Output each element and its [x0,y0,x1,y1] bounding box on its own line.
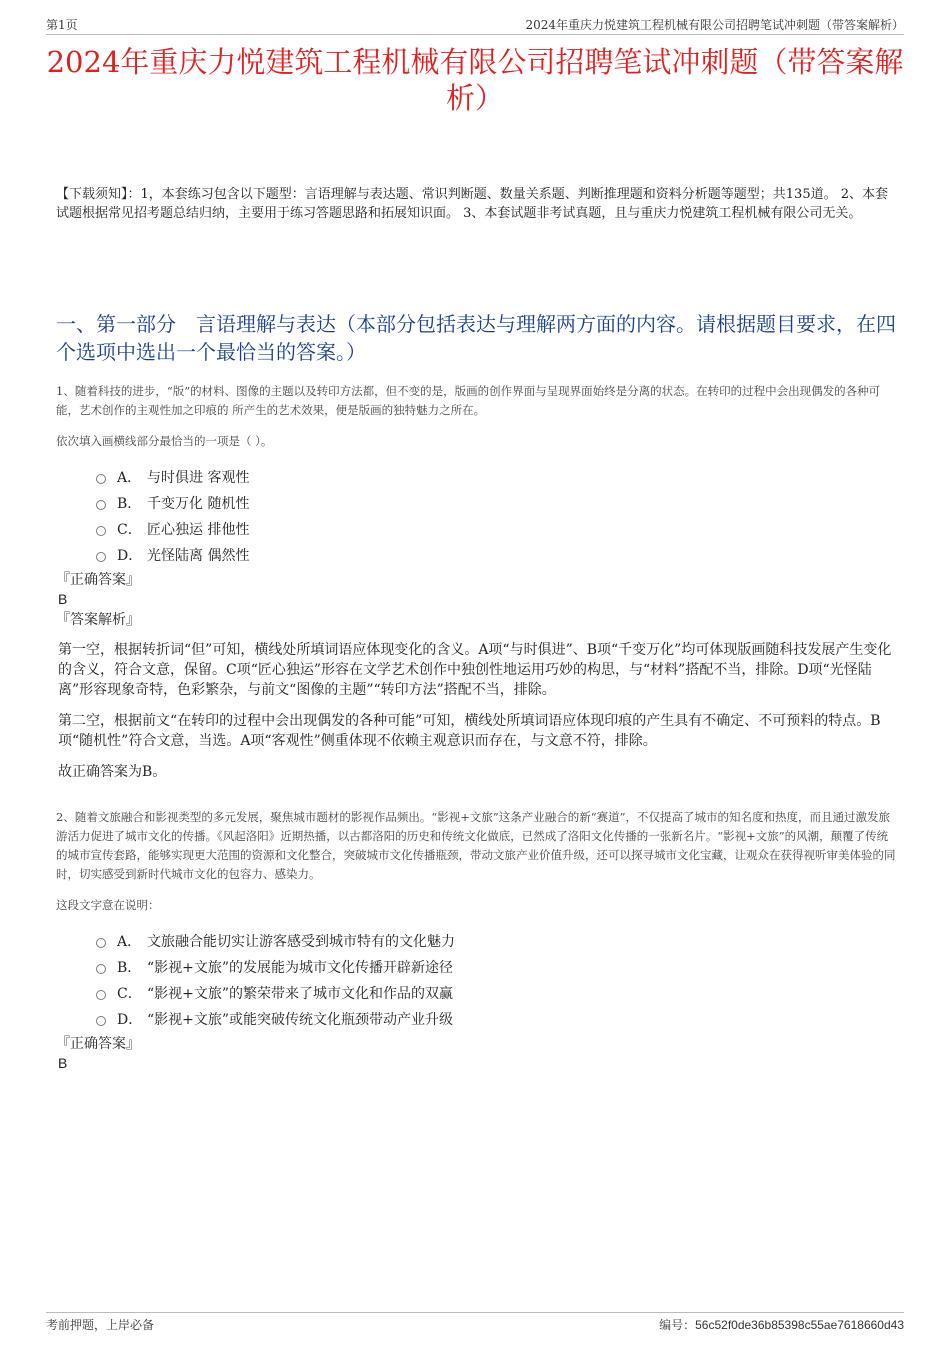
radio-icon[interactable] [96,1016,106,1026]
radio-icon[interactable] [96,938,106,948]
question-1 [56,382,898,782]
download-notice: 【下载须知】：1，本套练习包含以下题型：言语理解与表达题、常识判断题、数量关系题、判断推理题和资料分析题等题型；共135道。 2、本套试题根据常见招考题总结归纳，主要用于练习答题思路和拓展知识面。 3、本套试题非考试真题，且与重庆力悦建筑工程机械有限公司无关。 [56,187,888,221]
option-letter: A． [117,934,142,950]
question-stem: 1、随着科技的进步，“版”的材料、图像的主题以及转印方法都，但不变的是，版画的创作界面与呈现界面始终是分离的状态。在转印的过程中会出现偶发的各种可能，艺术创作的主观性加之印痕的 所产生的艺术效果，便是版画的独特魅力之所在。 [56,384,881,417]
option-b[interactable] [96,490,898,516]
radio-icon[interactable] [96,552,106,562]
option-letter: C． [117,522,142,538]
question-stem: 2、随着文旅融合和影视类型的多元发展，聚焦城市题材的影视作品频出。“影视+文旅”这条产业融合的新“赛道”，不仅提高了城市的知名度和热度，而且通过激发旅游活力促进了城市文化的传播。《风起洛阳》近期热播，以古都洛阳的历史和传统文化做底，已然成了洛阳文化传播的一张新名片。“影视+文旅”的风潮，颠覆了传统的城市宣传套路，能够实现更大范围的资源和文化整合，突破城市文化传播瓶颈，带动文旅产业价值升级，还可以探寻城市文化宝藏，让观众在获得视听审美体验的同时，切实感受到新时代城市文化的包容力、感染力。 [56,810,896,881]
option-b[interactable] [96,954,898,980]
option-text: “影视+文旅”的发展能为城市文化传播开辟新途径 [147,960,454,976]
correct-answer: B [58,1055,68,1071]
analysis-label: 『答案解析』 [56,612,140,628]
code-value: 56c52f0de36b85398c55ae7618660d43 [695,1318,904,1332]
radio-icon[interactable] [96,990,106,1000]
header-doc-name: 2024年重庆力悦建筑工程机械有限公司招聘笔试冲刺题（带答案解析） [525,18,904,32]
analysis-paragraph: 第一空，根据转折词“但”可知，横线处所填词语应体现变化的含义。A项“与时俱进”、B项“千变万化”均可体现版画随科技发展产生变化的含义，符合文意，保留。C项“匠心独运”形容在文学艺术创作中独创性地运用巧妙的构思，与“材料”搭配不当，排除。D项“光怪陆离”形容现象奇特，色彩繁杂，与前文“图像的主题”“转印方法”搭配不当，排除。 [58,642,892,698]
question-prompt: 这段文字意在说明： [56,898,160,912]
option-letter: B． [117,496,142,512]
option-text: “影视+文旅”或能突破传统文化瓶颈带动产业升级 [147,1012,454,1028]
radio-icon[interactable] [96,964,106,974]
radio-icon[interactable] [96,526,106,536]
option-text: 文旅融合能切实让游客感受到城市特有的文化魅力 [147,934,455,950]
option-text: 匠心独运 排他性 [147,522,250,538]
document-code [659,1316,904,1333]
option-letter: D． [117,548,143,564]
option-text: 与时俱进 客观性 [147,470,250,486]
document-title: 2024年重庆力悦建筑工程机械有限公司招聘笔试冲刺题（带答案解析） [46,45,904,115]
radio-icon[interactable] [96,500,106,510]
options-list [96,464,898,568]
option-a[interactable] [96,464,898,490]
analysis-conclusion: 故正确答案为B。 [58,764,167,780]
answer-label: 『正确答案』 [56,1036,140,1052]
option-d[interactable] [96,542,898,568]
analysis-paragraph: 第二空，根据前文“在转印的过程中会出现偶发的各种可能”可知，横线处所填词语应体现印痕的产生具有不确定、不可预料的特点。B项“随机性”符合文意，当选。A项“客观性”侧重体现不依赖主观意识而存在，与文意不符，排除。 [58,713,881,749]
page-header [46,14,904,35]
question-prompt: 依次填入画横线部分最恰当的一项是（ ）。 [56,434,273,448]
option-c[interactable] [96,516,898,542]
option-text: 千变万化 随机性 [147,496,250,512]
option-letter: A． [117,470,142,486]
answer-label: 『正确答案』 [56,572,140,588]
option-letter: B． [117,960,142,976]
radio-icon[interactable] [96,474,106,484]
question-2 [56,808,898,1072]
page-number: 第1页 [46,18,78,32]
option-a[interactable] [96,928,898,954]
option-text: 光怪陆离 偶然性 [147,548,250,564]
option-text: “影视+文旅”的繁荣带来了城市文化和作品的双赢 [147,986,454,1002]
options-list [96,928,898,1032]
option-c[interactable] [96,980,898,1006]
option-letter: C． [117,986,142,1002]
correct-answer: B [58,591,68,607]
option-d[interactable] [96,1006,898,1032]
option-letter: D． [117,1012,143,1028]
section-heading: 一、第一部分 言语理解与表达（本部分包括表达与理解两方面的内容。请根据题目要求，在四个选项中选出一个最恰当的答案。） [56,312,896,364]
footer-slogan: 考前押题，上岸必备 [46,1318,155,1332]
code-label: 编号： [659,1318,696,1332]
page-footer [46,1312,904,1335]
